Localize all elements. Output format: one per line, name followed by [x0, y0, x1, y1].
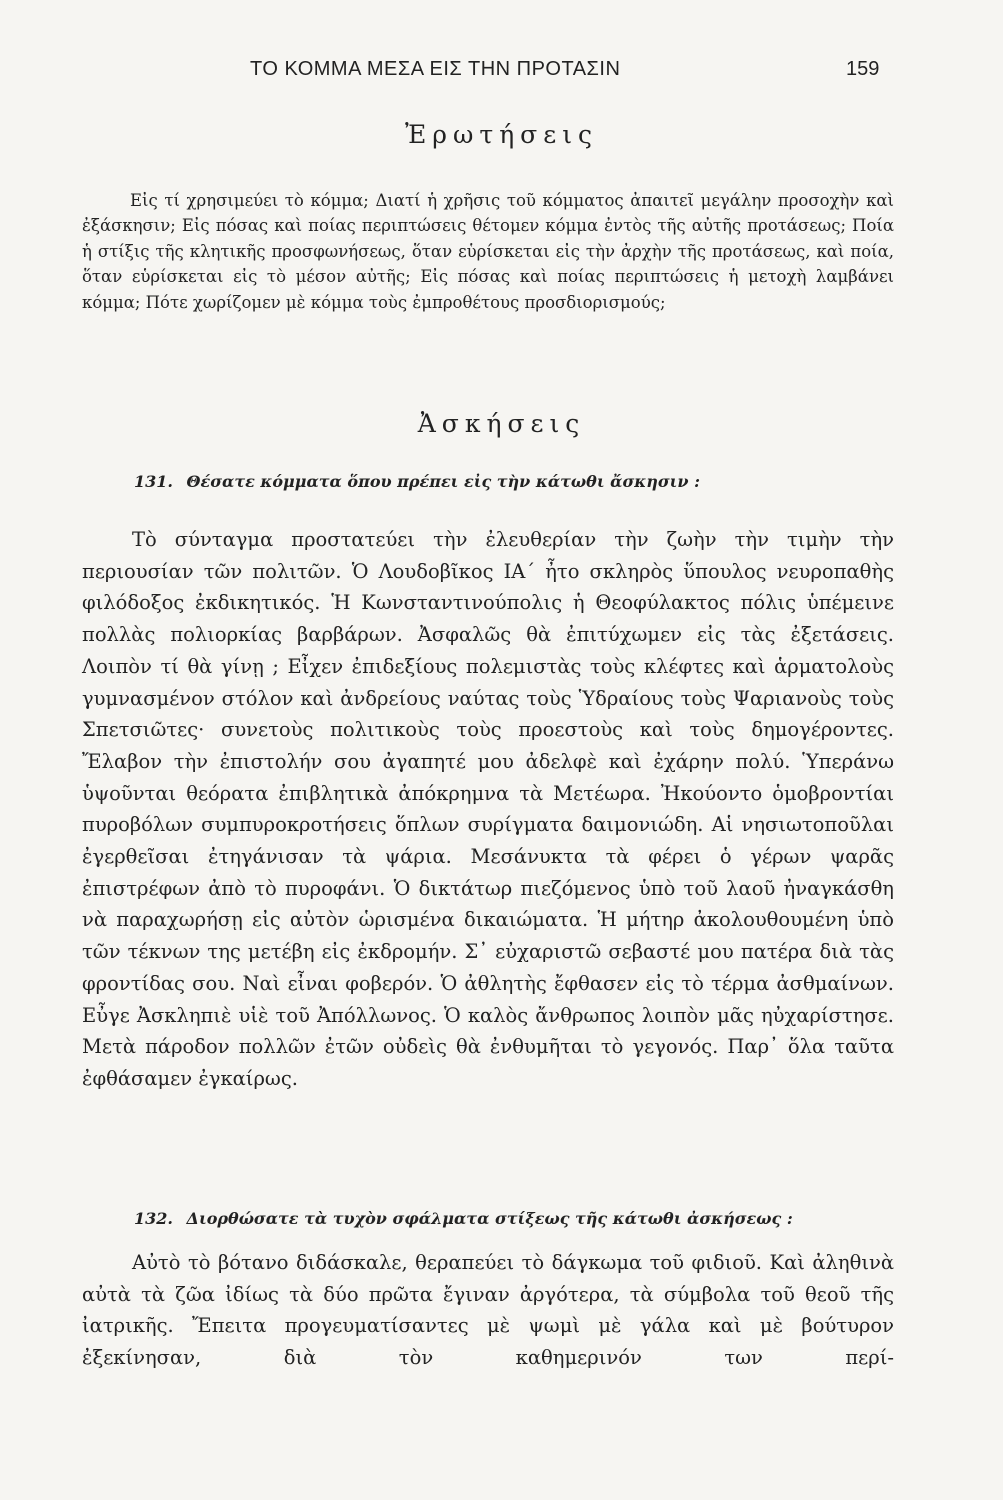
exercise-131-number: 131.	[134, 472, 173, 491]
exercise-132-heading	[134, 1209, 793, 1228]
page-number: 159	[846, 58, 880, 80]
exercise-132-instruction: Διορθώσατε τὰ τυχὸν σφάλματα στίξεως τῆς κάτωθι ἀσκήσεως :	[186, 1209, 793, 1228]
questions-heading: Ἐρωτήσεις	[404, 120, 599, 149]
running-head-title: ΤΟ ΚΟΜΜΑ ΜΕΣΑ ΕΙΣ ΤΗΝ ΠΡΟΤΑΣΙΝ	[250, 58, 621, 80]
exercise-131-instruction: Θέσατε κόμματα ὅπου πρέπει εἰς τὴν κάτωθι ἄσκησιν :	[186, 472, 700, 491]
exercise-131-text: Τὸ σύνταγμα προστατεύει τὴν ἐλευθερίαν τὴν ζωὴν τὴν τιμὴν τὴν περιουσίαν τῶν πολιτῶν. Ὁ Λουδοβῖκος ΙΑ΄ ἦτο σκληρὸς ὕπουλος νευροπαθὴς φιλόδοξος ἐκδικητικός. Ἡ Κωνσταντινούπολις ἡ Θεοφύλακτος πόλις ὑπέμεινε πολλὰς πολιορκίας βαρβάρων. Ἀσφαλῶς θὰ ἐπιτύχωμεν εἰς τὰς ἐξετάσεις. Λοιπὸν τί θὰ γίνῃ ; Εἶχεν ἐπιδεξίους πολεμιστὰς τοὺς κλέφτες καὶ ἁρματολοὺς γυμνασμένον στόλον καὶ ἀνδρείους ναύτας τοὺς Ὑδραίους τοὺς Ψαριανοὺς τοὺς Σπετσιῶτες· συνετοὺς πολιτικοὺς τοὺς προεστοὺς καὶ τοὺς δημογέροντες. Ἔλαβον τὴν ἐπιστολήν σου ἀγαπητέ μου ἀδελφὲ καὶ ἐχάρην πολύ. Ὑπεράνω ὑψοῦνται θεόρατα ἐπιβλητικὰ ἀπόκρημνα τὰ Μετέωρα. Ἠκούοντο ὁμοβροντίαι πυροβόλων συμπυροκροτήσεις ὅπλων συρίγματα δαιμονιώδη. Αἱ νησιωτοποῦλαι ἐγερθεῖσαι ἐτηγάνισαν τὰ ψάρια. Μεσάνυκτα τὰ φέρει ὁ γέρων ψαρᾶς ἐπιστρέφων ἀπὸ τὸ πυροφάνι. Ὁ δικτάτωρ πιεζόμενος ὑπὸ τοῦ λαοῦ ἠναγκάσθη νὰ παραχωρήσῃ εἰς αὐτὸν ὡρισμένα δικαιώματα. Ἡ μήτηρ ἀκολουθουμένη ὑπὸ τῶν τέκνων της μετέβη εἰς ἐκδρομήν. Σ᾽ εὐχαριστῶ σεβαστέ μου πατέρα διὰ τὰς φροντίδας σου. Ναὶ εἶναι φοβερόν. Ὁ ἀθλητὴς ἔφθασεν εἰς τὸ τέρμα ἀσθμαίνων. Εὖγε Ἀσκληπιὲ υἱὲ τοῦ Ἀπόλλωνος. Ὁ καλὸς ἄνθρωπος λοιπὸν μᾶς ηὐχαρίστησε. Μετὰ πάροδον πολλῶν ἐτῶν οὐδεὶς θὰ ἐνθυμῆται τὸ γεγονός. Παρ᾽ ὅλα ταῦτα ἐφθάσαμεν ἐγκαίρως.	[82, 528, 894, 1090]
exercises-heading: Ἀσκήσεις	[417, 409, 586, 438]
questions-paragraph: Εἰς τί χρησιμεύει τὸ κόμμα; Διατί ἡ χρῆσις τοῦ κόμματος ἀπαιτεῖ μεγάλην προσοχὴν καὶ ἐξάσκησιν; Εἰς πόσας καὶ ποίας περιπτώσεις θέτομεν κόμμα ἐντὸς τῆς αὐτῆς προτάσεως; Ποία ἡ στίξις τῆς κλητικῆς προσφωνήσεως, ὅταν εὑρίσκεται εἰς τὴν ἀρχὴν τῆς προτάσεως, καὶ ποία, ὅταν εὑρίσκεται εἰς τὸ μέσον αὐτῆς; Εἰς πόσας καὶ ποίας περιπτώσεις ἡ μετοχὴ λαμβάνει κόμμα; Πότε χωρίζομεν μὲ κόμμα τοὺς ἐμπροθέτους προσδιορισμούς;	[82, 191, 894, 312]
exercise-132-text: Αὐτὸ τὸ βότανο διδάσκαλε, θεραπεύει τὸ δάγκωμα τοῦ φιδιοῦ. Καὶ ἀληθινὰ αὐτὰ τὰ ζῶα ἰδίως τὰ δύο πρῶτα ἔγιναν ἀργότερα, τὰ σύμβολα τοῦ θεοῦ τῆς ἰατρικῆς. Ἔπειτα προγευματίσαντες μὲ ψωμὶ μὲ γάλα καὶ μὲ βούτυρον ἐξεκίνησαν, διὰ τὸν καθημερινόν των περί-	[82, 1251, 894, 1369]
exercise-131-heading	[134, 472, 700, 491]
exercise-132-number: 132.	[134, 1209, 173, 1228]
running-head	[0, 58, 1003, 88]
